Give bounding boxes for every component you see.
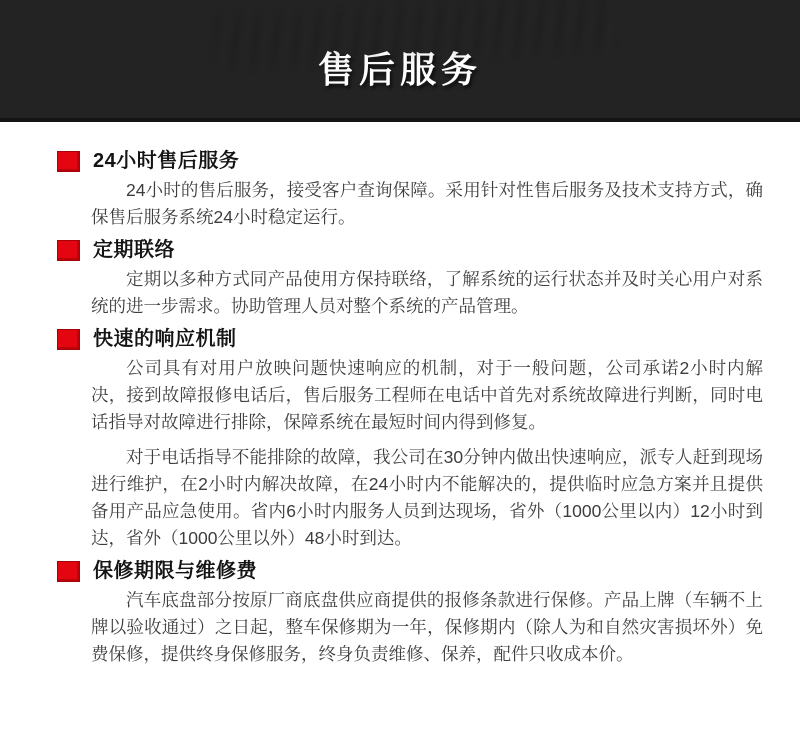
section-heading: 保修期限与维修费 bbox=[93, 560, 257, 582]
service-section-regular-contact bbox=[57, 239, 763, 320]
service-section-warranty bbox=[57, 560, 763, 668]
section-paragraph: 汽车底盘部分按原厂商底盘供应商提供的报修条款进行保修。产品上牌（车辆不上牌以验收通过）之日起，整车保修期为一年，保修期内（除人为和自然灾害损坏外）免费保修，提供终身保修服务，终身负责维修、保养，配件只收成本价。 bbox=[91, 590, 763, 664]
service-section-quick-response bbox=[57, 328, 763, 552]
section-paragraph: 公司具有对用户放映问题快速响应的机制，对于一般问题，公司承诺2小时内解决，接到故障报修电话后，售后服务工程师在电话中首先对系统故障进行判断，同时电话指导对故障进行排除，保障系统在最短时间内得到修复。 bbox=[91, 358, 763, 432]
section-header bbox=[57, 239, 763, 262]
red-square-bullet bbox=[57, 561, 80, 582]
section-heading: 定期联络 bbox=[93, 239, 175, 261]
red-square-bullet bbox=[57, 329, 80, 350]
section-header bbox=[57, 560, 763, 583]
page-title: 售后服务 bbox=[317, 48, 482, 90]
red-square-bullet bbox=[57, 151, 80, 172]
service-section-24hour bbox=[57, 150, 763, 231]
section-header bbox=[57, 150, 763, 173]
section-paragraph: 对于电话指导不能排除的故障，我公司在30分钟内做出快速响应，派专人赶到现场进行维护，在2小时内解决故障，在24小时内不能解决的，提供临时应急方案并且提供备用产品应急使用。省内6小时内服务人员到达现场，省外（1000公里以内）12小时到达，省外（1000公里以外）48小时到达。 bbox=[91, 447, 763, 548]
section-paragraph: 定期以多种方式同产品使用方保持联络，了解系统的运行状态并及时关心用户对系统的进一步需求。协助管理人员对整个系统的产品管理。 bbox=[91, 269, 763, 316]
section-header bbox=[57, 328, 763, 351]
section-heading: 24小时售后服务 bbox=[93, 150, 240, 172]
section-heading: 快速的响应机制 bbox=[93, 328, 237, 350]
content-area bbox=[0, 122, 800, 668]
red-square-bullet bbox=[57, 240, 80, 261]
section-paragraph: 24小时的售后服务，接受客户查询保障。采用针对性售后服务及技术支持方式，确保售后服务系统24小时稳定运行。 bbox=[91, 180, 763, 227]
banner bbox=[0, 0, 800, 122]
